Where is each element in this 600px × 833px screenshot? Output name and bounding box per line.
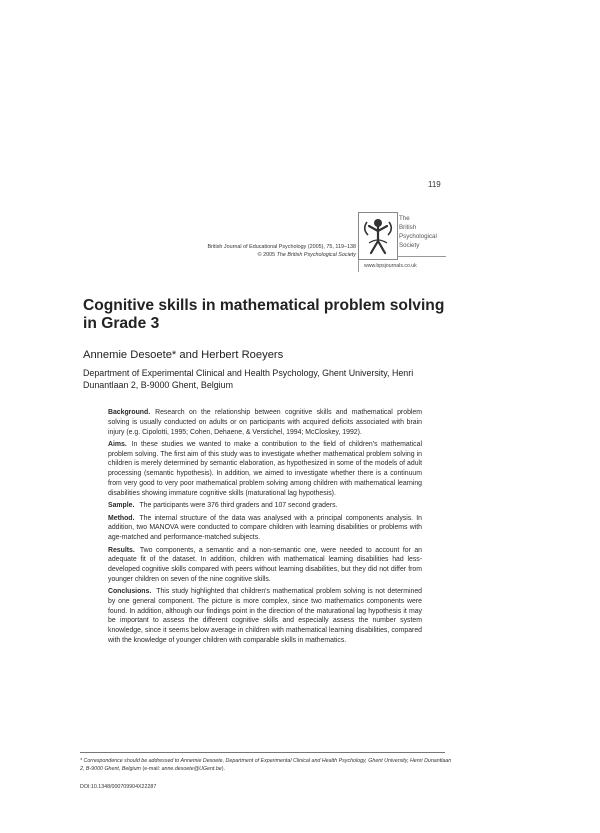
journal-citation: British Journal of Educational Psychology (2005), 75, 119–138 [207,244,356,250]
abstract-label: Conclusions. [108,588,152,596]
abstract-text: Two components, a semantic and a non-semantic one, were needed to account for an adequate fit of the dataset. In addition, children with mathematical learning disabilities had less-developed cognitive skills compared with peers without learning disabilities, but they did not differ from younger children on seven of the nine cognitive skills. [108,546,422,583]
page-number: 119 [428,180,441,189]
bps-psyche-logo-icon [358,212,398,260]
abstract-label: Aims. [108,440,127,448]
abstract-text: In these studies we wanted to make a contribution to the field of children's mathematical problem solving. The first aim of this study was to investigate whether mathematical problem solving in children is merely determined by semantic elaboration, as hypothesized in some of the models of adult processing (semantic hypothesis). In addition, we aimed to investigate whether there is a continuum from very good to very poor mathematical problem solving among children with mathematical learning disabilities showing immature cognitive skills (maturational lag hypothesis). [108,440,422,497]
footnote-text: * Correspondence should be addressed to Annemie Desoete, Department of Experimental Clinical and Health Psychology, Ghent University, Henri Dunantlaan 2, B-9000 Ghent, Belgium [80,758,452,772]
abstract [108,408,422,648]
abstract-sample [108,501,422,511]
publisher-name-line: The [399,215,410,222]
abstract-text: The participants were 376 third graders and 107 second graders. [139,502,338,510]
abstract-label: Background. [108,409,151,416]
publisher-name [399,214,437,250]
abstract-results [108,546,422,585]
copyright-line [170,251,356,259]
abstract-label: Method. [108,514,135,522]
abstract-background [108,408,422,437]
abstract-method [108,514,422,543]
footnote-email-suffix: ). [221,766,225,772]
abstract-aims [108,440,422,499]
abstract-conclusions [108,587,422,646]
abstract-text: Research on the relationship between cognitive skills and mathematical problem solving is usually conducted on adults or on participants with acquired deficits associated with brain injury (e.g. Cipolotti, 1995; Cohen, Dehaene, & Verstichel, 1994; McCloskey, 1992). [108,409,422,436]
article-authors: Annemie Desoete* and Herbert Roeyers [83,349,284,361]
correspondence-footnote [80,757,455,773]
abstract-text: The internal structure of the data was analysed with a principal components analysis. In addition, two MANOVA were conducted to compare children with learning disabilities or problems with age-matched and performance-matched subjects. [108,514,422,542]
abstract-label: Sample. [108,502,135,510]
copyright-holder: The British Psychological Society [276,252,356,258]
publisher-name-line: Psychological [399,233,437,240]
publisher-name-line: British [399,224,417,231]
publisher-url[interactable]: www.bpsjournals.co.uk [364,263,417,269]
footnote-email-prefix: (e-mail: [142,766,161,772]
article-title: Cognitive skills in mathematical problem solving in Grade 3 [83,297,445,332]
abstract-text: This study highlighted that children's mathematical problem solving is not determined by one general component. The picture is more complex, since two mathematics components were found. In addition, although our findings point in the direction of the maturational lag hypothesis it may be important to assess the different cognitive skills and especially assess the number system knowledge, since it seems below average in children with mathematical learning disabilities, compared with the knowledge of younger children with comparable skills in mathematics. [108,588,422,644]
publisher-name-line: Society [399,242,420,249]
footnote-rule [80,752,445,753]
journal-citation-block [170,243,356,259]
copyright-prefix: © 2005 [257,252,276,258]
abstract-label: Results. [108,546,135,554]
author-affiliation: Department of Experimental Clinical and Health Psychology, Ghent University, Henri Dunantlaan 2, B-9000 Ghent, Belgium [83,368,414,390]
footnote-email[interactable]: anne.desoete@UGent.be [161,766,222,772]
doi[interactable]: DOI:10.1348/000709904X22287 [80,784,157,790]
